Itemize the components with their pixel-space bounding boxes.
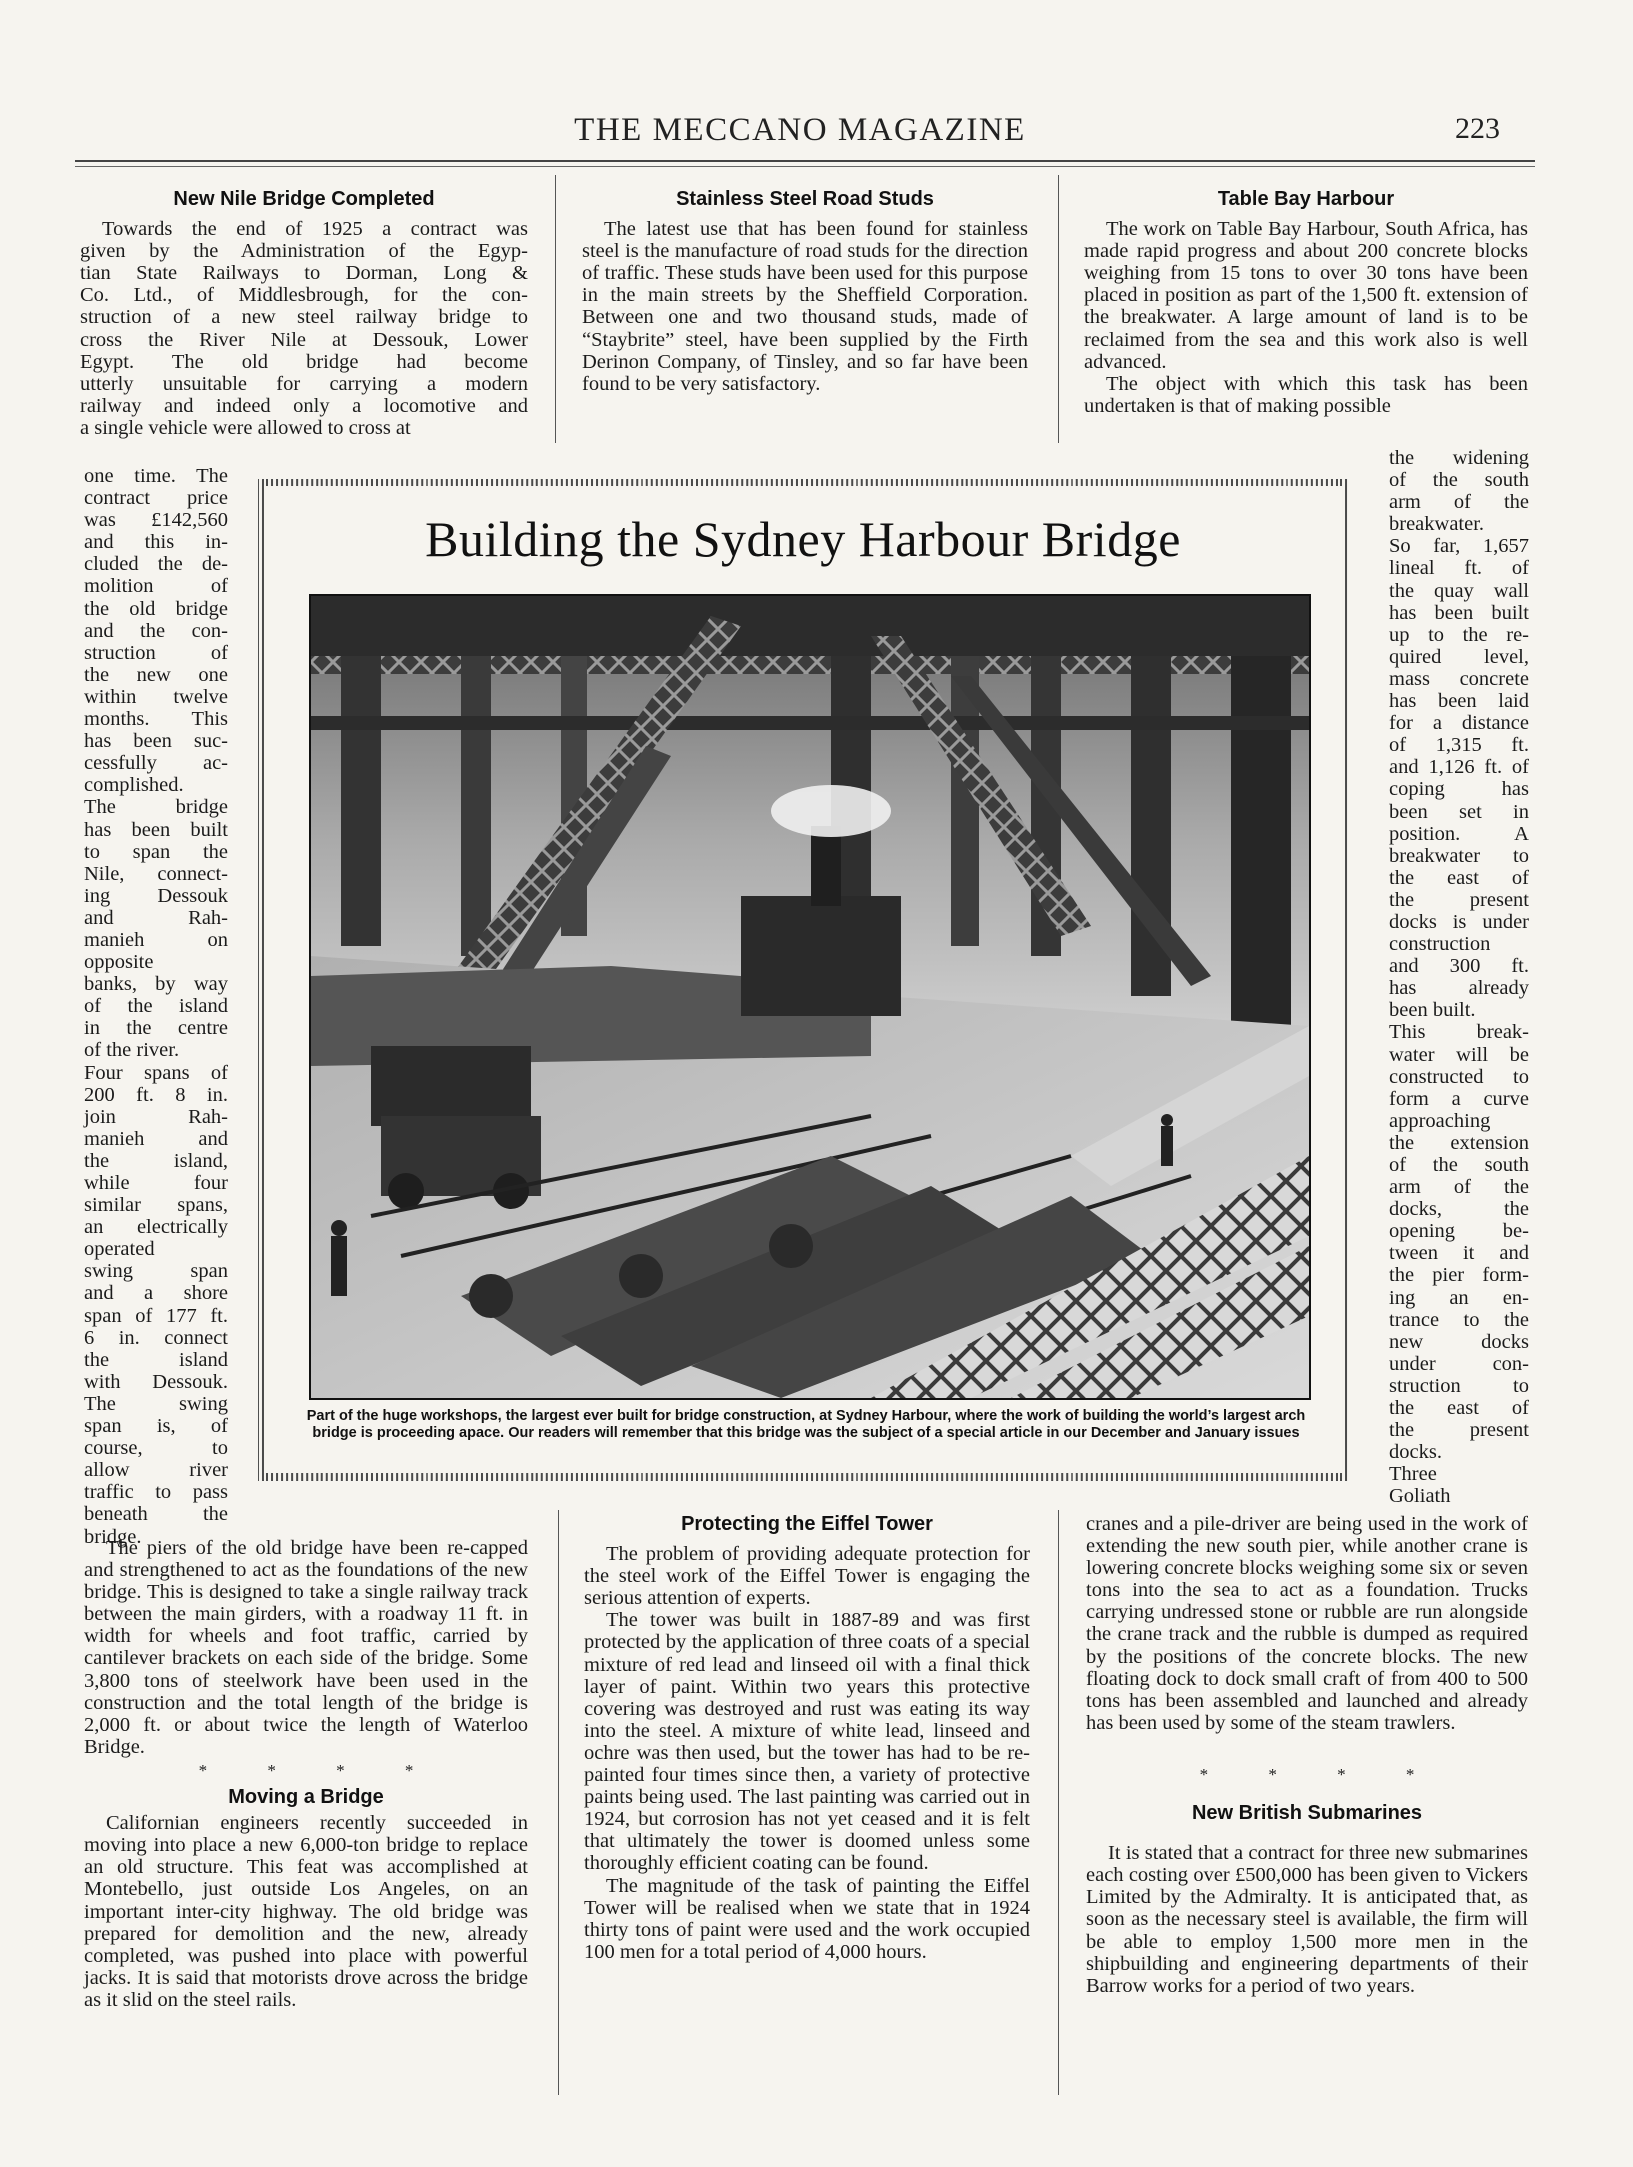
text-line: been built. — [1389, 999, 1476, 1022]
text-line: tween it and — [1389, 1242, 1529, 1265]
text-line: docks, the — [1389, 1198, 1529, 1221]
text-line: while four — [84, 1172, 228, 1194]
text-line: molition of — [84, 575, 228, 598]
text-line: and 300 ft. — [1389, 955, 1529, 978]
text-line: span is, of — [84, 1415, 228, 1438]
text-line: Four spans of — [84, 1061, 228, 1084]
text-line: months. This — [84, 708, 228, 731]
inset-title: Building the Sydney Harbour Bridge — [425, 511, 1181, 567]
text-line: trance to the — [1389, 1308, 1529, 1331]
text-line: Three — [1389, 1463, 1437, 1486]
text-line: quired level, — [1389, 645, 1529, 668]
text-line: for a distance — [1389, 712, 1529, 735]
text-line: coping has — [1389, 778, 1529, 801]
text-line: arm of the — [1389, 491, 1529, 514]
text-line: the east of — [1389, 866, 1529, 889]
text-line: opening be- — [1389, 1220, 1529, 1243]
eiffel-paragraph-1: The problem of providing adequate protection for the steel work of the Eiffel Tower is engaging the serious attention of experts. — [584, 1543, 1030, 1610]
text-line: This break- — [1389, 1021, 1529, 1044]
text-line: to span the — [84, 840, 228, 863]
text-line: of the south — [1389, 1154, 1529, 1176]
text-line: banks, by way — [84, 973, 228, 996]
text-line: one time. The — [84, 465, 228, 487]
text-line: breakwater to — [1389, 844, 1529, 867]
text-line: manieh and — [84, 1127, 228, 1150]
text-line: allow river — [84, 1459, 228, 1482]
text-line: of the south — [1389, 469, 1529, 492]
text-line: cessfully ac- — [84, 752, 228, 775]
text-line: the old bridge — [84, 597, 228, 620]
text-line: construction — [1389, 933, 1491, 956]
text-line: arm of the — [1389, 1176, 1529, 1199]
text-line: lineal ft. of — [1389, 557, 1529, 580]
text-line: the island — [84, 1348, 228, 1371]
text-line: 200 ft. 8 in. — [84, 1083, 228, 1106]
header-rule — [75, 160, 1535, 162]
text-line: the extension — [1389, 1131, 1529, 1154]
text-line: and a shore — [84, 1282, 228, 1305]
section-separator: * * * * — [198, 1760, 442, 1780]
text-line: an electrically — [84, 1216, 228, 1239]
text-line: tian State Railways to Dorman, Long & — [80, 262, 528, 285]
text-line: approaching — [1389, 1109, 1491, 1132]
heading-submarines: New British Submarines — [1191, 1802, 1423, 1825]
workshop-photograph — [309, 594, 1311, 1400]
text-line: the new one — [84, 663, 228, 686]
table-bay-narrow-text — [1389, 447, 1529, 1508]
text-line: and 1,126 ft. of — [1389, 756, 1529, 779]
text-line: course, to — [84, 1437, 228, 1460]
text-line: operated — [84, 1238, 155, 1261]
eiffel-paragraph-3: The magnitude of the task of painting the Eiffel Tower will be realised when we state that in 1924 thirty tons of paint were used and the work occupied 100 men for a total period of 4,000 hours. — [584, 1874, 1030, 1963]
text-line: span of 177 ft. — [84, 1304, 228, 1327]
nile-narrow-text — [84, 465, 228, 1548]
text-line: Goliath — [1389, 1485, 1451, 1508]
text-line: water will be — [1389, 1043, 1529, 1066]
eiffel-paragraph-2: The tower was built in 1887-89 and was first protected by the application of three coats of a special mixture of red lead and linseed oil with a final thick layer of paint. Within two years this protective covering was destroyed and rust was eating its way into the steel. A mixture of white lead, linseed and ochre was then used, but the tower has had to be re-painted four times since then, a variety of protective paints being used. The last painting was carried out in 1924, but corrosion has not yet ceased and it is felt that ultimately the tower is doomed unless some thoroughly efficient coating can be found. — [584, 1609, 1030, 1875]
text-line: position. A — [1389, 822, 1529, 845]
moving-bridge-paragraph: Californian engineers recently succeeded in moving into place a new 6,000-ton bridge to replace an old structure. This feat was accomplished at Montebello, just outside Los Angeles, on an important inter-city highway. The old bridge was prepared for demolition and the new, already completed, was pushed into place with powerful jacks. It is said that motorists drove across the bridge as it slid on the steel rails. — [84, 1812, 528, 2011]
text-line: So far, 1,657 — [1389, 535, 1529, 558]
text-line: manieh on — [84, 928, 228, 951]
text-line: and this in- — [84, 531, 228, 554]
text-line: beneath the — [84, 1503, 228, 1526]
text-line: ing an en- — [1389, 1286, 1529, 1309]
heading-moving-bridge: Moving a Bridge — [228, 1786, 384, 1809]
text-line: similar spans, — [84, 1194, 228, 1217]
text-line: Egypt. The old bridge had become — [80, 350, 528, 373]
text-line: swing span — [84, 1260, 228, 1283]
text-line: has been built — [1389, 601, 1529, 624]
article-eiffel-tower — [584, 1513, 1030, 1963]
text-line: has already — [1389, 977, 1529, 1000]
table-bay-paragraph-2: The object with which this task has been undertaken is that of making possible — [1084, 372, 1528, 417]
photo-caption: Part of the huge workshops, the largest ever built for bridge construction, at Sydney Harbour, where the work of building the world’s largest arch bridge is proceeding apace. Our readers will remember that this bridge was the subject of a special article in our December and January issues — [306, 1408, 1306, 1441]
text-line: cross the River Nile at Dessouk, Lower — [80, 328, 528, 351]
text-line: has been built — [84, 818, 228, 841]
text-line: under con- — [1389, 1352, 1529, 1375]
column-divider — [1058, 175, 1059, 443]
article-table-bay-continued — [1086, 1513, 1528, 1997]
column-divider — [555, 175, 556, 443]
text-line: cluded the de- — [84, 553, 228, 576]
nile-intro-text — [80, 218, 528, 439]
heading-table-bay: Table Bay Harbour — [1217, 188, 1395, 210]
header-rule-thin — [75, 166, 1535, 167]
text-line: complished. — [84, 774, 184, 797]
text-line: struction to — [1389, 1374, 1529, 1397]
heading-eiffel-tower: Protecting the Eiffel Tower — [681, 1513, 933, 1535]
text-line: the pier form- — [1389, 1264, 1529, 1287]
text-line: given by the Administration of the Egyp- — [80, 240, 528, 263]
text-line: Towards the end of 1925 a contract was — [102, 218, 528, 241]
text-line: ing Dessouk — [84, 884, 228, 907]
article-road-studs — [582, 188, 1028, 395]
text-line: constructed to — [1389, 1065, 1529, 1088]
text-line: struction of a new steel railway bridge to — [80, 306, 528, 329]
text-line: and Rah- — [84, 906, 228, 929]
text-line: with Dessouk. — [84, 1370, 228, 1393]
section-separator: * * * * — [1199, 1764, 1443, 1784]
text-line: bridge. — [84, 1525, 142, 1548]
text-line: docks is under — [1389, 910, 1529, 933]
table-bay-paragraph-3: cranes and a pile-driver are being used in the work of extending the new south pier, while another crane is lowering concrete blocks weighing some six or seven tons into the sea to act as a foundation. Trucks carrying undressed stone or rubble are run alongside the crane track and the rubble is dumped as required by the positions of the concrete blocks. The new floating dock to dock small craft of from 400 to 500 tons has been assembled and launched and already has been used by some of the steam trawlers. — [1086, 1513, 1528, 1734]
text-line: a single vehicle were allowed to cross at — [80, 416, 411, 439]
text-line: the widening — [1389, 447, 1529, 469]
text-line: The bridge — [84, 796, 228, 819]
text-line: railway and indeed only a locomotive and — [80, 394, 528, 417]
text-line: has been laid — [1389, 690, 1529, 713]
text-line: utterly unsuitable for carrying a modern — [80, 372, 528, 395]
column-divider — [558, 1510, 559, 2095]
text-line: mass concrete — [1389, 667, 1529, 690]
text-line: the east of — [1389, 1397, 1529, 1420]
text-line: been set in — [1389, 800, 1529, 823]
text-line: form a curve — [1389, 1087, 1529, 1110]
text-line: of the island — [84, 995, 228, 1018]
text-line: The swing — [84, 1392, 228, 1415]
text-line: of the river. — [84, 1039, 180, 1062]
column-divider — [1058, 1510, 1059, 2095]
article-nile-bridge-continued — [84, 1537, 528, 2011]
text-line: traffic to pass — [84, 1481, 228, 1504]
text-line: was £142,560 — [84, 509, 228, 532]
text-line: Nile, connect- — [84, 862, 228, 885]
submarines-paragraph: It is stated that a contract for three new submarines each costing over £500,000 has been given to Vickers Limited by the Admiralty. It is anticipated that, as soon as the necessary steel is available, the firm will be able to employ 1,500 more men in the shipbuilding and engineering departments of their Barrow works for a period of two years. — [1086, 1842, 1528, 1997]
text-line: in the centre — [84, 1017, 228, 1040]
text-line: the island, — [84, 1149, 228, 1172]
text-line: breakwater. — [1389, 513, 1485, 536]
text-line: docks. — [1389, 1441, 1442, 1464]
text-line: up to the re- — [1389, 623, 1529, 646]
article-table-bay — [1084, 188, 1528, 417]
text-line: the present — [1389, 1419, 1529, 1442]
text-line: the quay wall — [1389, 579, 1529, 602]
text-line: struction of — [84, 641, 228, 664]
text-line: and the con- — [84, 619, 228, 642]
table-bay-paragraph-1: The work on Table Bay Harbour, South Africa, has made rapid progress and about 200 concrete blocks weighing from 15 tons to over 30 tons have been placed in position as part of the 1,500 ft. extension of the breakwater. A large amount of land is to be reclaimed from the sea and this work also is well advanced. — [1084, 218, 1528, 373]
text-line: the present — [1389, 888, 1529, 911]
heading-nile-bridge: New Nile Bridge Completed — [173, 188, 435, 210]
text-line: 6 in. connect — [84, 1326, 228, 1349]
magazine-title: THE MECCANO MAGAZINE — [574, 112, 1026, 148]
article-nile-bridge — [80, 188, 528, 439]
text-line: new docks — [1389, 1330, 1529, 1353]
page-number: 223 — [1455, 112, 1500, 145]
nile-piers-paragraph: The piers of the old bridge have been re-capped and strengthened to act as the foundations of the new bridge. This is designed to take a single railway track between the main girders, with a roadway 11 ft. in width for wheels and foot traffic, carried by cantilever brackets on each side of the bridge. Some 3,800 tons of steelwork have been used in the construction and the total length of the bridge is 2,000 ft. or about twice the length of Waterloo Bridge. — [84, 1537, 528, 1758]
text-line: Co. Ltd., of Middlesbrough, for the con- — [80, 284, 528, 307]
text-line: contract price — [84, 487, 228, 510]
text-line: opposite — [84, 951, 154, 974]
text-line: join Rah- — [84, 1105, 228, 1128]
text-line: has been suc- — [84, 730, 228, 753]
heading-road-studs: Stainless Steel Road Studs — [676, 188, 934, 210]
road-studs-paragraph: The latest use that has been found for stainless steel is the manufacture of road studs for the direction of traffic. These studs have been used for this purpose in the main streets by the Sheffield Corporation. Between one and two thousand studs, made of “Staybrite” steel, have been supplied by the Firth Derinon Company, of Tinsley, and so far have been found to be very satisfactory. — [582, 218, 1028, 395]
text-line: within twelve — [84, 685, 228, 708]
text-line: of 1,315 ft. — [1389, 734, 1529, 757]
